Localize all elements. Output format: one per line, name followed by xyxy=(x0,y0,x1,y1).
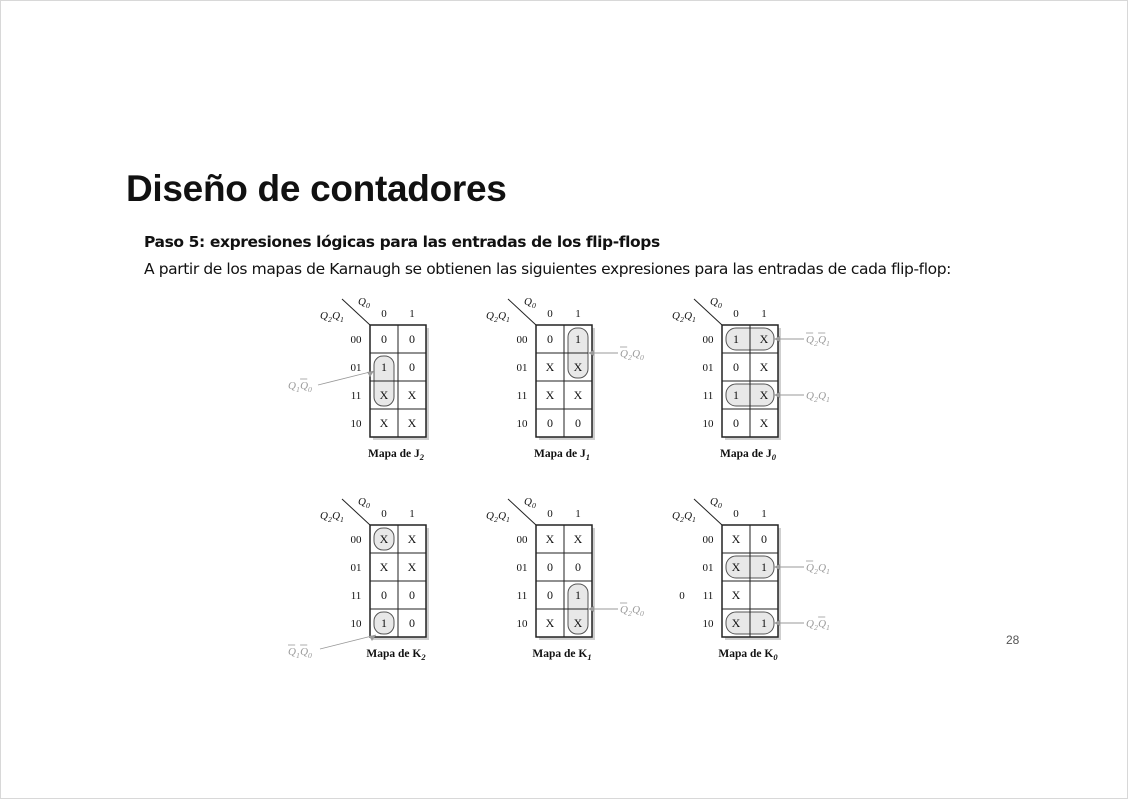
svg-text:Q1: $Q_1$ xyxy=(498,310,510,324)
col-label: 1 xyxy=(575,308,581,320)
row-label: 10 xyxy=(350,418,362,430)
kmap-cell: X xyxy=(731,560,741,574)
row-var-label xyxy=(486,510,510,524)
kmap-cell: X xyxy=(545,616,555,630)
kmap-1 xyxy=(288,296,429,462)
row-label: 01 xyxy=(702,362,714,374)
col-var-label xyxy=(358,496,370,510)
kmap-cell: 0 xyxy=(733,416,739,430)
svg-text:Q1: $Q_1$ xyxy=(684,310,696,324)
row-label: 00 xyxy=(702,534,714,546)
col-label: 1 xyxy=(575,508,581,520)
kmap-cell: X xyxy=(379,388,389,402)
svg-text:Q1: $Q_1$ xyxy=(332,310,344,324)
row-label: 01 xyxy=(350,562,362,574)
svg-text:Q2: $Q_2$ xyxy=(806,562,818,576)
page-number: 28 xyxy=(1006,633,1020,647)
row-label: 01 xyxy=(516,562,528,574)
col-label: 1 xyxy=(409,508,415,520)
kmap-cell: 0 xyxy=(575,416,581,430)
step-description: A partir de los mapas de Karnaugh se obtienen las siguientes expresiones para las entradas de cada flip-flop: xyxy=(144,260,951,278)
kmap-cell: 1 xyxy=(575,588,581,602)
kmap-caption: Mapa de $J_2$ xyxy=(368,448,424,462)
kmap-cell: 1 xyxy=(575,332,581,346)
col-label: 1 xyxy=(761,308,767,320)
svg-text:Q1: $Q_1$ xyxy=(818,618,830,632)
svg-text:Q0: $Q_0$ xyxy=(524,296,536,310)
svg-text:Q1: $Q_1$ xyxy=(288,646,300,660)
row-label: 01 xyxy=(702,562,714,574)
svg-text:Q1: $Q_1$ xyxy=(818,390,830,404)
kmap-cell: X xyxy=(407,416,417,430)
kmap-cell: X xyxy=(407,560,417,574)
col-var-label xyxy=(524,296,536,310)
col-label: 0 xyxy=(381,508,387,520)
loop-term-label xyxy=(774,333,830,348)
svg-text:Q2: $Q_2$ xyxy=(672,310,684,324)
kmap-cell: 0 xyxy=(547,332,553,346)
kmap-caption: Mapa de $K_0$ xyxy=(718,648,778,662)
svg-text:Q2: $Q_2$ xyxy=(806,390,818,404)
kmap-cell: X xyxy=(407,388,417,402)
row-label: 11 xyxy=(702,590,714,602)
row-label: 10 xyxy=(516,618,528,630)
svg-text:Q1: $Q_1$ xyxy=(684,510,696,524)
svg-text:Q2: $Q_2$ xyxy=(620,348,632,362)
row-label: 11 xyxy=(350,590,362,602)
col-label: 0 xyxy=(547,308,553,320)
kmap-cell: X xyxy=(731,532,741,546)
kmap-cell: 0 xyxy=(409,360,415,374)
svg-text:Q0: $Q_0$ xyxy=(358,496,370,510)
kmap-4 xyxy=(288,496,429,662)
kmap-2 xyxy=(486,296,644,462)
col-var-label xyxy=(710,296,722,310)
loop-term-label xyxy=(774,617,830,632)
kmap-cell: 0 xyxy=(409,332,415,346)
row-label: 11 xyxy=(516,390,528,402)
row-label: 11 xyxy=(350,390,362,402)
kmap-cell: 1 xyxy=(761,616,767,630)
kmap-caption: Mapa de $K_1$ xyxy=(532,648,592,662)
svg-text:Q0: $Q_0$ xyxy=(710,496,722,510)
kmap-cell: X xyxy=(573,616,583,630)
row-label: 00 xyxy=(516,334,528,346)
svg-text:Q2: $Q_2$ xyxy=(486,310,498,324)
slide-title: Diseño de contadores xyxy=(126,168,507,209)
kmap-cell: 0 xyxy=(409,588,415,602)
kmap-cell: 1 xyxy=(761,560,767,574)
loop-term-label xyxy=(774,561,830,576)
kmap-cell: 0 xyxy=(547,588,553,602)
karnaugh-maps-figure xyxy=(290,290,850,670)
svg-text:Q2: $Q_2$ xyxy=(806,618,818,632)
row-var-label xyxy=(320,310,344,324)
kmap-cell: X xyxy=(573,360,583,374)
kmap-cell: X xyxy=(573,388,583,402)
loop-term-label xyxy=(588,603,644,618)
col-var-label xyxy=(524,496,536,510)
svg-text:Q2: $Q_2$ xyxy=(320,310,332,324)
row-label: 10 xyxy=(702,618,714,630)
kmap-cell: X xyxy=(731,616,741,630)
kmap-caption: Mapa de $J_0$ xyxy=(720,448,776,462)
kmap-cell: X xyxy=(545,532,555,546)
row-label: 11 xyxy=(516,590,528,602)
kmap-cell: 0 xyxy=(381,588,387,602)
kmap-cell: 0 xyxy=(547,416,553,430)
svg-text:Q1: $Q_1$ xyxy=(818,562,830,576)
svg-text:Q2: $Q_2$ xyxy=(620,604,632,618)
row-label: 00 xyxy=(516,534,528,546)
kmap-cell: X xyxy=(545,360,555,374)
kmap-cell: 1 xyxy=(733,332,739,346)
svg-text:Q1: $Q_1$ xyxy=(332,510,344,524)
kmap-cell: 1 xyxy=(381,616,387,630)
stray-value: 0 xyxy=(679,590,685,602)
row-var-label xyxy=(486,310,510,324)
svg-text:Q0: $Q_0$ xyxy=(358,296,370,310)
svg-text:Q0: $Q_0$ xyxy=(524,496,536,510)
kmap-6 xyxy=(672,496,830,662)
row-var-label xyxy=(320,510,344,524)
svg-text:Q2: $Q_2$ xyxy=(486,510,498,524)
svg-text:Q1: $Q_1$ xyxy=(818,334,830,348)
svg-text:Q2: $Q_2$ xyxy=(672,510,684,524)
row-label: 10 xyxy=(702,418,714,430)
svg-text:Q0: $Q_0$ xyxy=(300,646,312,660)
kmap-cell: 0 xyxy=(575,560,581,574)
row-var-label xyxy=(672,510,696,524)
kmap-cell: 1 xyxy=(381,360,387,374)
col-var-label xyxy=(358,296,370,310)
col-label: 1 xyxy=(409,308,415,320)
kmap-cell: 0 xyxy=(547,560,553,574)
svg-text:Q2: $Q_2$ xyxy=(320,510,332,524)
loop-term-label xyxy=(588,347,644,362)
loop-term-label xyxy=(288,635,376,660)
row-label: 01 xyxy=(516,362,528,374)
svg-text:Q0: $Q_0$ xyxy=(300,380,312,394)
kmap-cell: 0 xyxy=(409,616,415,630)
col-label: 0 xyxy=(733,308,739,320)
kmap-cell: X xyxy=(573,532,583,546)
svg-text:Q0: $Q_0$ xyxy=(710,296,722,310)
kmap-cell: X xyxy=(379,416,389,430)
kmap-3 xyxy=(672,296,830,462)
kmap-cell: 0 xyxy=(733,360,739,374)
svg-text:Q0: $Q_0$ xyxy=(632,604,644,618)
kmap-caption: Mapa de $J_1$ xyxy=(534,448,590,462)
svg-text:Q2: $Q_2$ xyxy=(806,334,818,348)
kmap-cell: X xyxy=(545,388,555,402)
row-label: 00 xyxy=(702,334,714,346)
kmap-cell: X xyxy=(759,332,769,346)
col-var-label xyxy=(710,496,722,510)
kmap-cell: X xyxy=(379,532,389,546)
kmap-cell: X xyxy=(731,588,741,602)
kmap-caption: Mapa de $K_2$ xyxy=(366,648,426,662)
row-label: 10 xyxy=(350,618,362,630)
col-label: 0 xyxy=(733,508,739,520)
row-label: 01 xyxy=(350,362,362,374)
kmap-cell: X xyxy=(379,560,389,574)
row-label: 00 xyxy=(350,334,362,346)
row-label: 00 xyxy=(350,534,362,546)
row-label: 10 xyxy=(516,418,528,430)
kmap-5 xyxy=(486,496,644,662)
kmap-cell: 1 xyxy=(733,388,739,402)
svg-text:Q1: $Q_1$ xyxy=(288,380,300,394)
kmap-cell: X xyxy=(759,416,769,430)
step-heading: Paso 5: expresiones lógicas para las entradas de los flip-flops xyxy=(144,233,660,251)
col-label: 0 xyxy=(547,508,553,520)
row-var-label xyxy=(672,310,696,324)
row-label: 11 xyxy=(702,390,714,402)
col-label: 1 xyxy=(761,508,767,520)
kmap-cell: X xyxy=(759,360,769,374)
kmap-cell: X xyxy=(759,388,769,402)
col-label: 0 xyxy=(381,308,387,320)
svg-text:Q0: $Q_0$ xyxy=(632,348,644,362)
svg-text:Q1: $Q_1$ xyxy=(498,510,510,524)
loop-term-label xyxy=(774,390,830,404)
kmap-cell: X xyxy=(407,532,417,546)
kmap-cell: 0 xyxy=(761,532,767,546)
kmap-cell: 0 xyxy=(381,332,387,346)
